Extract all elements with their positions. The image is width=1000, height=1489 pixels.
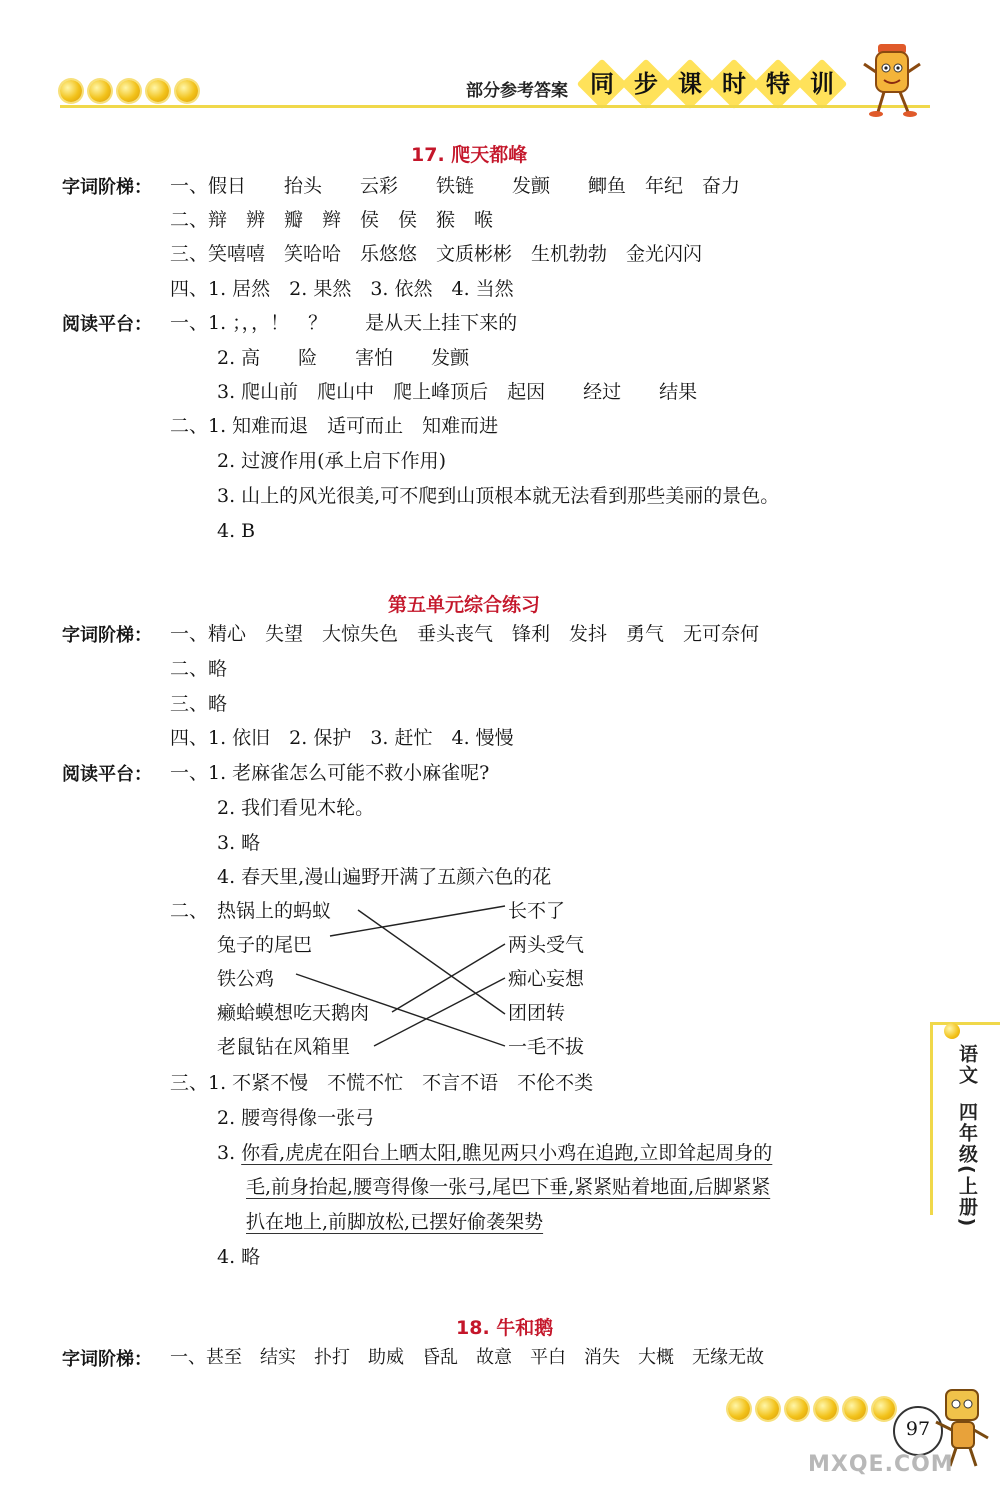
- side-grade: 四年级(上册): [956, 1102, 978, 1229]
- side-dot: [944, 1023, 960, 1039]
- match-right-item: 团团转: [508, 1002, 566, 1024]
- answer-line: 3. 你看,虎虎在阳台上晒太阳,瞧见两只小鸡在追跑,立即耸起周身的: [217, 1142, 773, 1164]
- answer-line: 三、略: [170, 693, 228, 715]
- match-line: [330, 906, 505, 936]
- match-left-item: 铁公鸡: [217, 968, 275, 990]
- section-title-18: 18. 牛和鹅: [456, 1317, 554, 1339]
- match-left-item: 癞蛤蟆想吃天鹅肉: [217, 1002, 370, 1024]
- label-reading: 阅读平台：: [62, 764, 152, 785]
- answer-line: 一、精心 失望 大惊失色 垂头丧气 锋利 发抖 勇气 无可奈何: [170, 623, 760, 645]
- answer-line: 一、甚至 结实 扑打 助威 昏乱 故意 平白 消失 大概 无缘无故: [170, 1347, 764, 1368]
- answer-line: 3. 爬山前 爬山中 爬上峰顶后 起因 经过 结果: [217, 381, 698, 403]
- match-right-item: 长不了: [508, 900, 566, 922]
- match-prefix: 二、: [170, 900, 209, 922]
- match-right-item: 痴心妄想: [508, 968, 585, 990]
- answer-line: 一、假日 抬头 云彩 铁链 发颤 鲫鱼 年纪 奋力: [170, 175, 741, 197]
- section-title-17: 17. 爬天都峰: [411, 144, 528, 166]
- page-number: 97: [905, 1418, 931, 1440]
- label-vocab: 字词阶梯：: [62, 1349, 152, 1370]
- series-title: 同 步 课 时 特 训: [582, 64, 842, 104]
- answer-line: 四、1. 居然 2. 果然 3. 依然 4. 当然: [170, 278, 514, 300]
- watermark: MXQE.COM: [808, 1452, 954, 1477]
- answer-line: 四、1. 依旧 2. 保护 3. 赶忙 4. 慢慢: [170, 727, 514, 749]
- answer-line: 3. 略: [217, 832, 261, 854]
- answer-line: 4. 春天里,漫山遍野开满了五颜六色的花: [217, 866, 552, 888]
- match-right-item: 一毛不拔: [508, 1036, 585, 1058]
- label-reading: 阅读平台：: [62, 314, 152, 335]
- match-left-item: 兔子的尾巴: [217, 934, 313, 956]
- answer-line: 3. 山上的风光很美,可不爬到山顶根本就无法看到那些美丽的景色。: [217, 485, 780, 507]
- answer-line: 一、1. ；，，！ ？ 是从天上挂下来的: [170, 312, 518, 334]
- side-subject: 语文: [956, 1044, 978, 1086]
- answer-line: 二、略: [170, 658, 228, 680]
- answer-line: 三、笑嘻嘻 笑哈哈 乐悠悠 文质彬彬 生机勃勃 金光闪闪: [170, 243, 703, 265]
- section-title-unit5: 第五单元综合练习: [388, 594, 541, 616]
- answer-line: 2. 我们看见木轮。: [217, 797, 375, 819]
- match-line: [296, 974, 505, 1046]
- match-line: [358, 910, 505, 1014]
- answer-line: 二、1. 知难而退 适可而止 知难而进: [170, 415, 499, 437]
- underlined-answer: 你看,虎虎在阳台上晒太阳,瞧见两只小鸡在追跑,立即耸起周身的: [241, 1142, 773, 1164]
- footer-dots: [728, 1398, 895, 1420]
- underlined-answer: 扒在地上,前脚放松,已摆好偷袭架势: [246, 1211, 544, 1233]
- match-left-item: 老鼠钻在风箱里: [217, 1036, 351, 1058]
- answer-line: 一、1. 老麻雀怎么可能不救小麻雀呢?: [170, 762, 490, 784]
- answer-line: 2. 高 险 害怕 发颤: [217, 347, 470, 369]
- underlined-answer: 毛,前身抬起,腰弯得像一张弓,尾巴下垂,紧紧贴着地面,后脚紧紧: [246, 1176, 771, 1198]
- answer-line: 4. 略: [217, 1246, 261, 1268]
- match-line: [374, 978, 505, 1046]
- header-label: 部分参考答案: [466, 81, 568, 101]
- label-vocab: 字词阶梯：: [62, 625, 152, 646]
- answer-line: 4. B: [217, 520, 256, 542]
- match-right-item: 两头受气: [508, 934, 585, 956]
- answer-line: 2. 过渡作用(承上启下作用): [217, 450, 446, 472]
- match-left-item: 热锅上的蚂蚁: [217, 900, 332, 922]
- answer-line: 二、辩 辨 瓣 辫 侯 侯 猴 喉: [170, 209, 494, 231]
- answer-line: 三、1. 不紧不慢 不慌不忙 不言不语 不伦不类: [170, 1072, 594, 1094]
- answer-line: 2. 腰弯得像一张弓: [217, 1107, 375, 1129]
- label-vocab: 字词阶梯：: [62, 177, 152, 198]
